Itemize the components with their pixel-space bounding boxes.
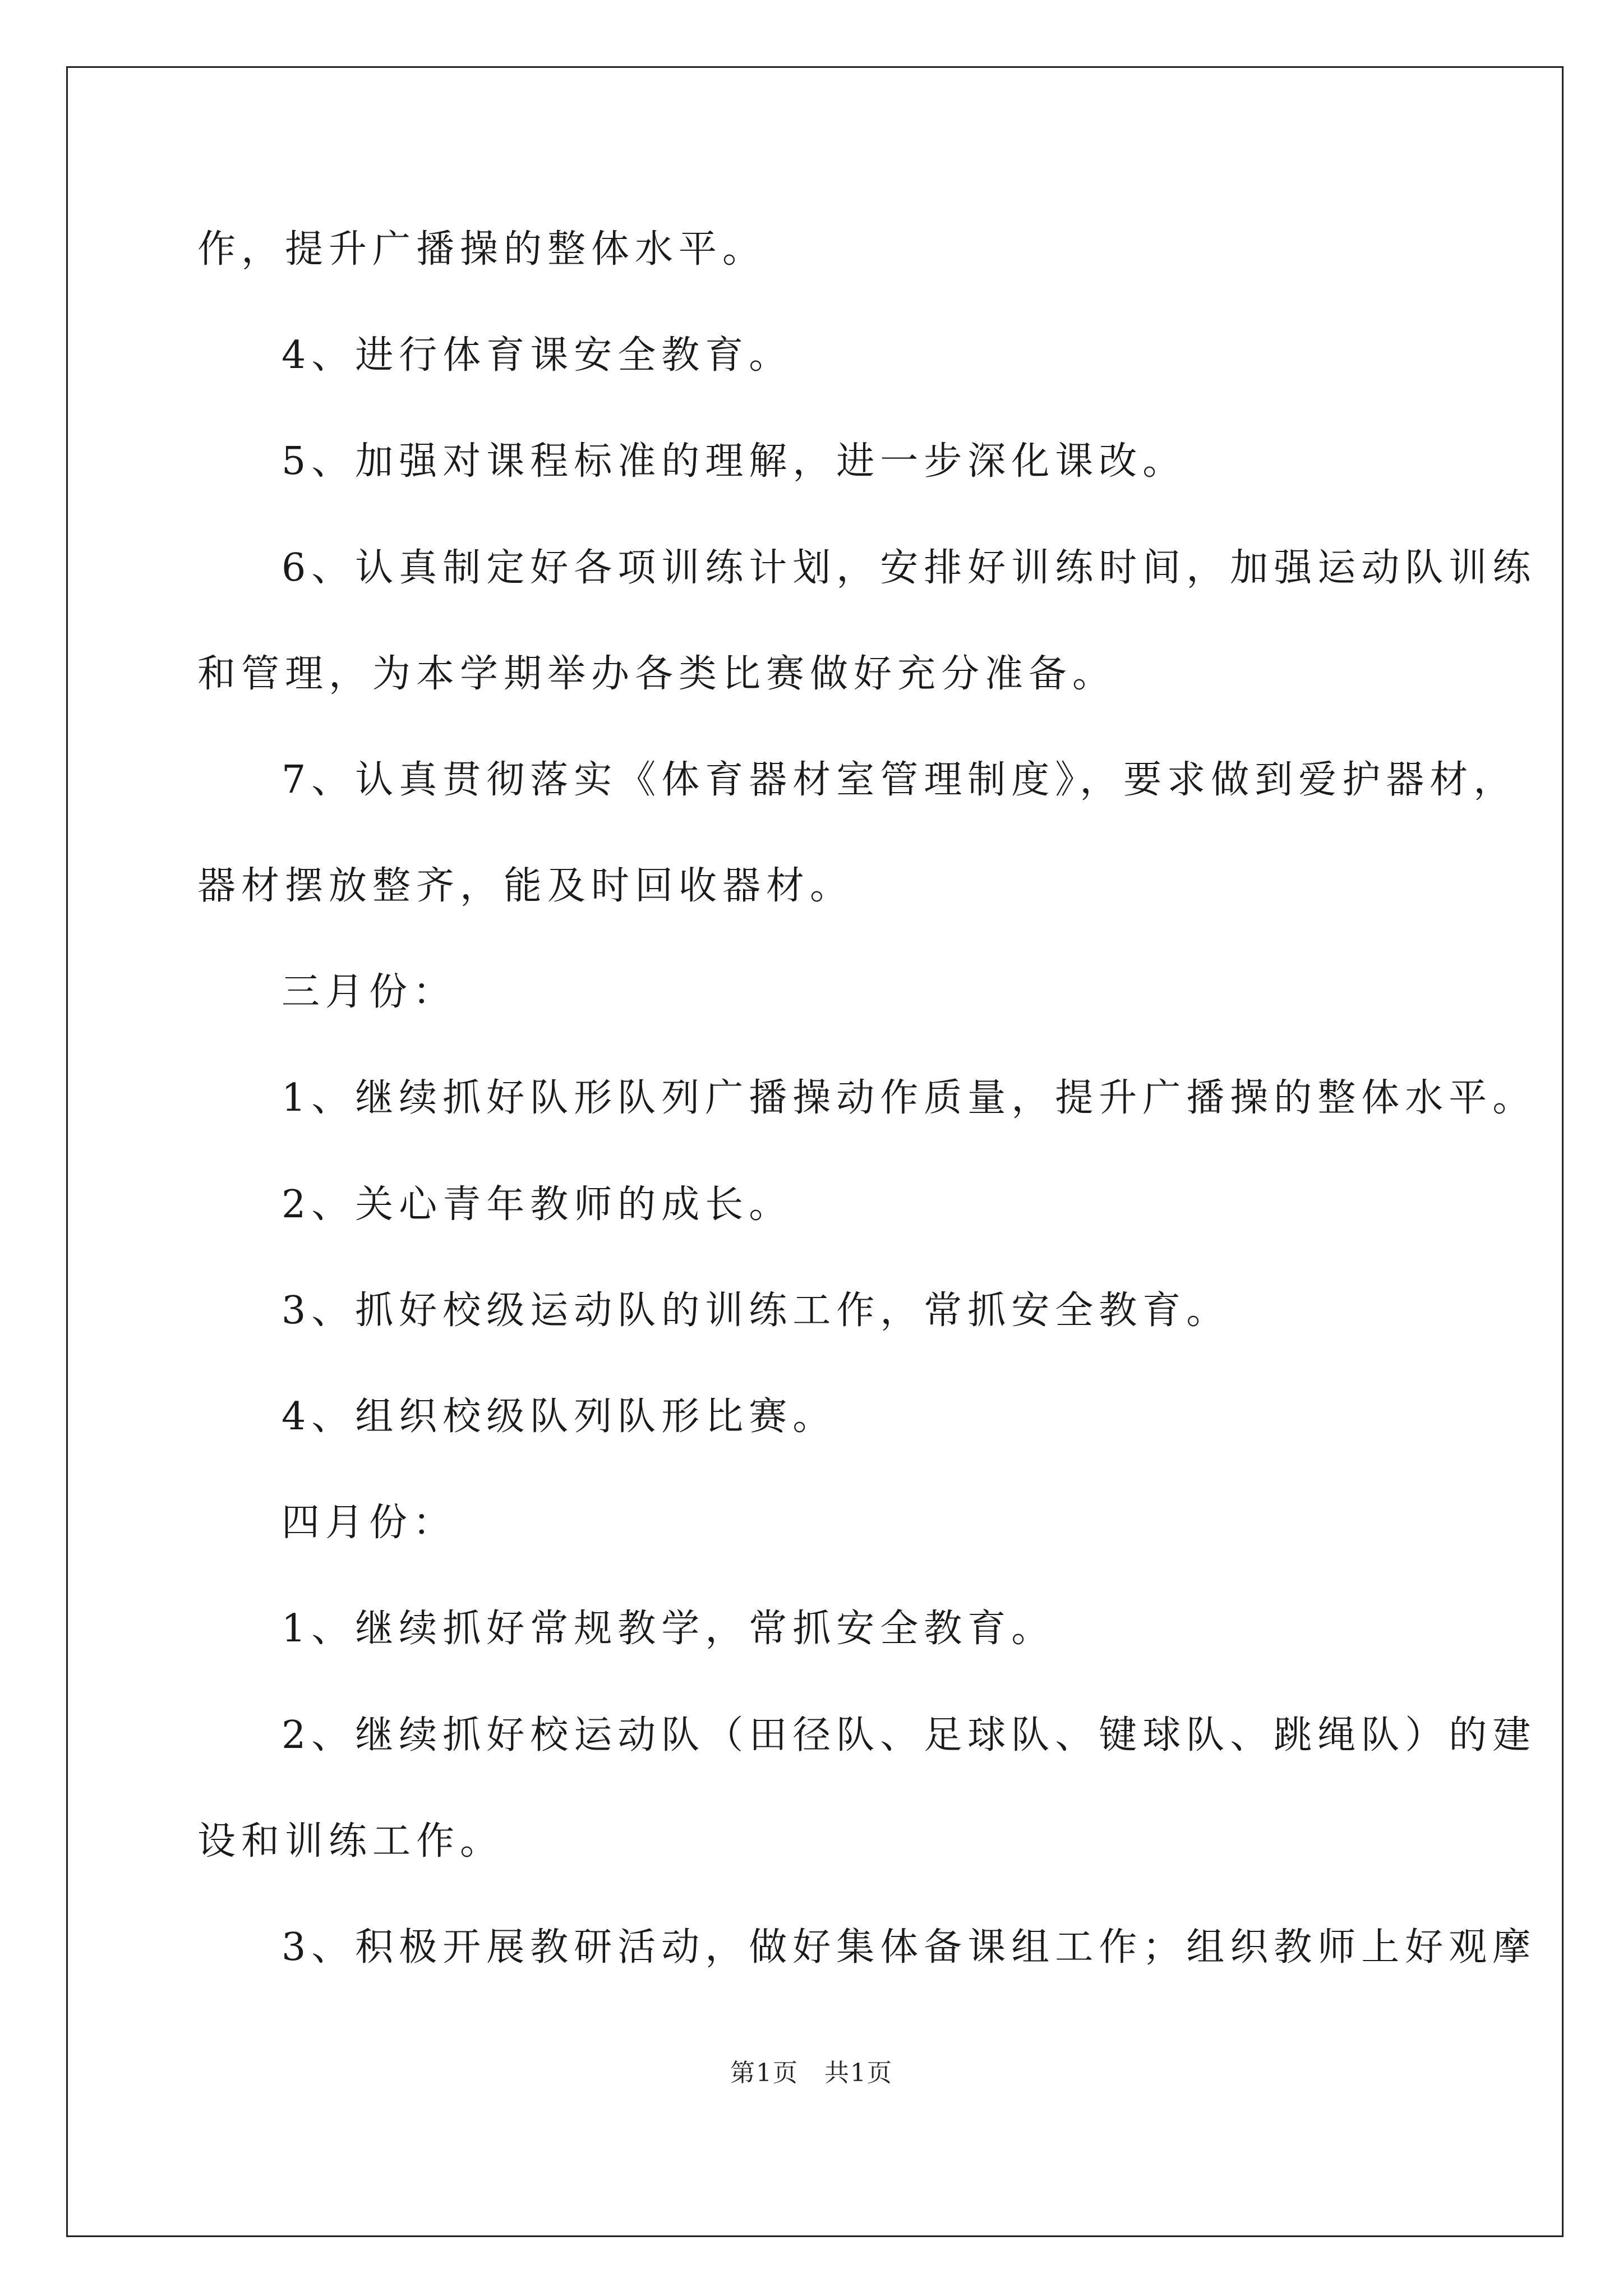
text-line: 3、抓好校级运动队的训练工作，常抓安全教育。: [282, 1289, 1230, 1333]
text-line: 7、认真贯彻落实《体育器材室管理制度》，要求做到爱护器材，: [282, 758, 1518, 802]
text-line: 1、继续抓好队形队列广播操动作质量，提升广播操的整体水平。: [282, 1076, 1537, 1120]
text-line: 1、继续抓好常规教学，常抓安全教育。: [282, 1607, 1055, 1651]
text-line: 4、组织校级队列队形比赛。: [282, 1395, 837, 1439]
text-line: 5、加强对课程标准的理解，进一步深化课改。: [282, 439, 1187, 484]
text-line: 2、继续抓好校运动队（田径队、足球队、键球队、跳绳队）的建: [282, 1713, 1537, 1757]
text-line: 6、认真制定好各项训练计划，安排好训练时间，加强运动队训练: [282, 546, 1537, 590]
text-line: 器材摆放整齐，能及时回收器材。: [197, 864, 854, 908]
text-line: 四月份：: [282, 1501, 457, 1545]
page-footer: 第1页 共1页: [730, 2059, 893, 2087]
text-line: 三月份：: [282, 970, 457, 1014]
text-line: 4、进行体育课安全教育。: [282, 333, 793, 378]
page-border: [66, 66, 1564, 2237]
text-line: 作，提升广播操的整体水平。: [197, 227, 767, 272]
text-line: 设和训练工作。: [197, 1819, 504, 1864]
text-line: 2、关心青年教师的成长。: [282, 1182, 793, 1227]
text-line: 3、积极开展教研活动，做好集体备课组工作；组织教师上好观摩: [282, 1925, 1537, 1970]
text-line: 和管理，为本学期举办各类比赛做好充分准备。: [197, 652, 1117, 696]
